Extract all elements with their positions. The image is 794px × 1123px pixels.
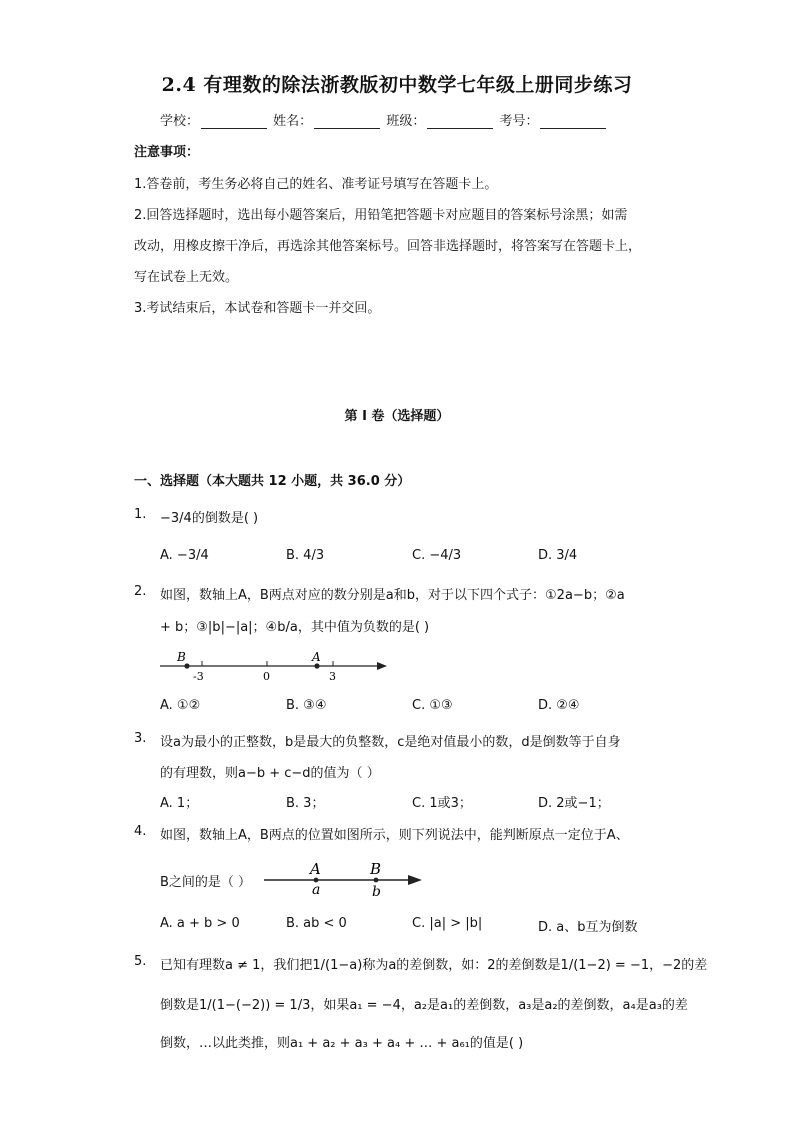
point-b (374, 878, 379, 883)
section-heading: 一、选择题（本大题共 12 小题，共 36.0 分） (134, 474, 411, 489)
exam-number-blank[interactable] (540, 115, 606, 129)
notice-item: 1.答卷前，考生务必将自己的姓名、准考证号填写在答题卡上。 (134, 177, 498, 192)
option-c[interactable]: C. 1或3； (412, 796, 472, 811)
name-blank[interactable] (314, 115, 380, 129)
volume-title: 第 I 卷（选择题） (344, 409, 450, 424)
option-d[interactable]: D. 2或−1； (538, 796, 610, 811)
question-number: 2. (134, 584, 147, 599)
question-stem-line: 已知有理数a ≠ 1，我们把1/(1−a)称为a的差倒数，如：2的差倒数是1/(1−2) = −1，−2的差 (160, 958, 708, 973)
option-b[interactable]: B. ab < 0 (286, 916, 347, 931)
question-number: 5. (134, 954, 147, 969)
label-b-upper: B (370, 860, 382, 878)
label-b: B (177, 650, 186, 664)
option-c[interactable]: C. −4/3 (412, 548, 462, 563)
question-stem-line: 倒数是1/(1−(−2)) = 1/3，如果a₁ = −4，a₂是a₁的差倒数，a₃是a₂的差倒数，a₄是a₃的差 (160, 998, 688, 1013)
option-d[interactable]: D. ②④ (538, 698, 580, 713)
label-a-upper: A (310, 860, 321, 878)
school-label: 学校： (160, 114, 200, 129)
notice-heading: 注意事项： (134, 145, 200, 160)
option-d[interactable]: D. 3/4 (538, 548, 578, 563)
point-a (314, 663, 319, 668)
page-title: 2.4 有理数的除法浙教版初中数学七年级上册同步练习 (161, 74, 633, 96)
label-a: A (312, 650, 321, 664)
tick-label: 0 (263, 670, 270, 683)
notice-item: 改动，用橡皮擦干净后，再选涂其他答案标号。回答非选择题时，将答案写在答题卡上， (134, 239, 642, 254)
school-blank[interactable] (201, 115, 267, 129)
exam-number-label: 考号： (499, 114, 539, 129)
option-a[interactable]: A. ①② (160, 698, 201, 713)
option-a[interactable]: A. 1； (160, 796, 199, 811)
option-b[interactable]: B. ③④ (286, 698, 327, 713)
label-a-lower: a (312, 882, 321, 898)
option-c[interactable]: C. ①③ (412, 698, 453, 713)
question-number: 1. (134, 507, 147, 522)
question-stem-line: 的有理数，则a−b + c−d的值为（ ） (160, 766, 380, 781)
axis-arrow (408, 875, 422, 885)
notice-item: 写在试卷上无效。 (134, 270, 239, 285)
question-number: 4. (134, 824, 147, 839)
label-b-lower: b (372, 884, 381, 900)
info-row (160, 110, 608, 129)
notice-item: 3.考试结束后，本试卷和答题卡一并交回。 (134, 301, 381, 316)
option-d[interactable]: D. a、b互为倒数 (538, 920, 638, 935)
notice-item: 2.回答选择题时，选出每小题答案后，用铅笔把答题卡对应题目的答案标号涂黑；如需 (134, 208, 628, 223)
option-a[interactable]: A. −3/4 (160, 548, 209, 563)
question-stem-line: 设a为最小的正整数，b是最大的负整数，c是绝对值最小的数，d是倒数等于自身 (160, 735, 621, 750)
question-stem-line: 如图，数轴上A，B两点对应的数分别是a和b，对于以下四个式子：①2a−b；②a (160, 588, 625, 603)
question-stem: −3/4的倒数是( ) (160, 511, 259, 526)
class-label: 班级： (386, 114, 426, 129)
number-line-q4 (262, 856, 427, 902)
question-stem-line: 倒数，…以此类推，则a₁ + a₂ + a₃ + a₄ + … + a₆₁的值是( ) (160, 1036, 524, 1051)
question-stem-line: B之间的是（ ） (160, 875, 252, 890)
question-number: 3. (134, 731, 147, 746)
axis-arrow (377, 662, 387, 670)
option-b[interactable]: B. 3； (286, 796, 325, 811)
question-stem-line: 如图，数轴上A，B两点的位置如图所示，则下列说法中，能判断原点一定位于A、 (160, 828, 629, 843)
question-stem-line: + b；③|b|−|a|；④b/a，其中值为负数的是( ) (160, 620, 430, 635)
option-a[interactable]: A. a + b > 0 (160, 916, 240, 931)
option-b[interactable]: B. 4/3 (286, 548, 325, 563)
number-line-q2 (155, 648, 395, 684)
tick-label: -3 (193, 670, 204, 683)
option-c[interactable]: C. |a| > |b| (412, 916, 483, 931)
tick-label: 3 (329, 670, 336, 683)
name-label: 姓名： (273, 114, 313, 129)
point-b (184, 663, 189, 668)
class-blank[interactable] (427, 115, 493, 129)
